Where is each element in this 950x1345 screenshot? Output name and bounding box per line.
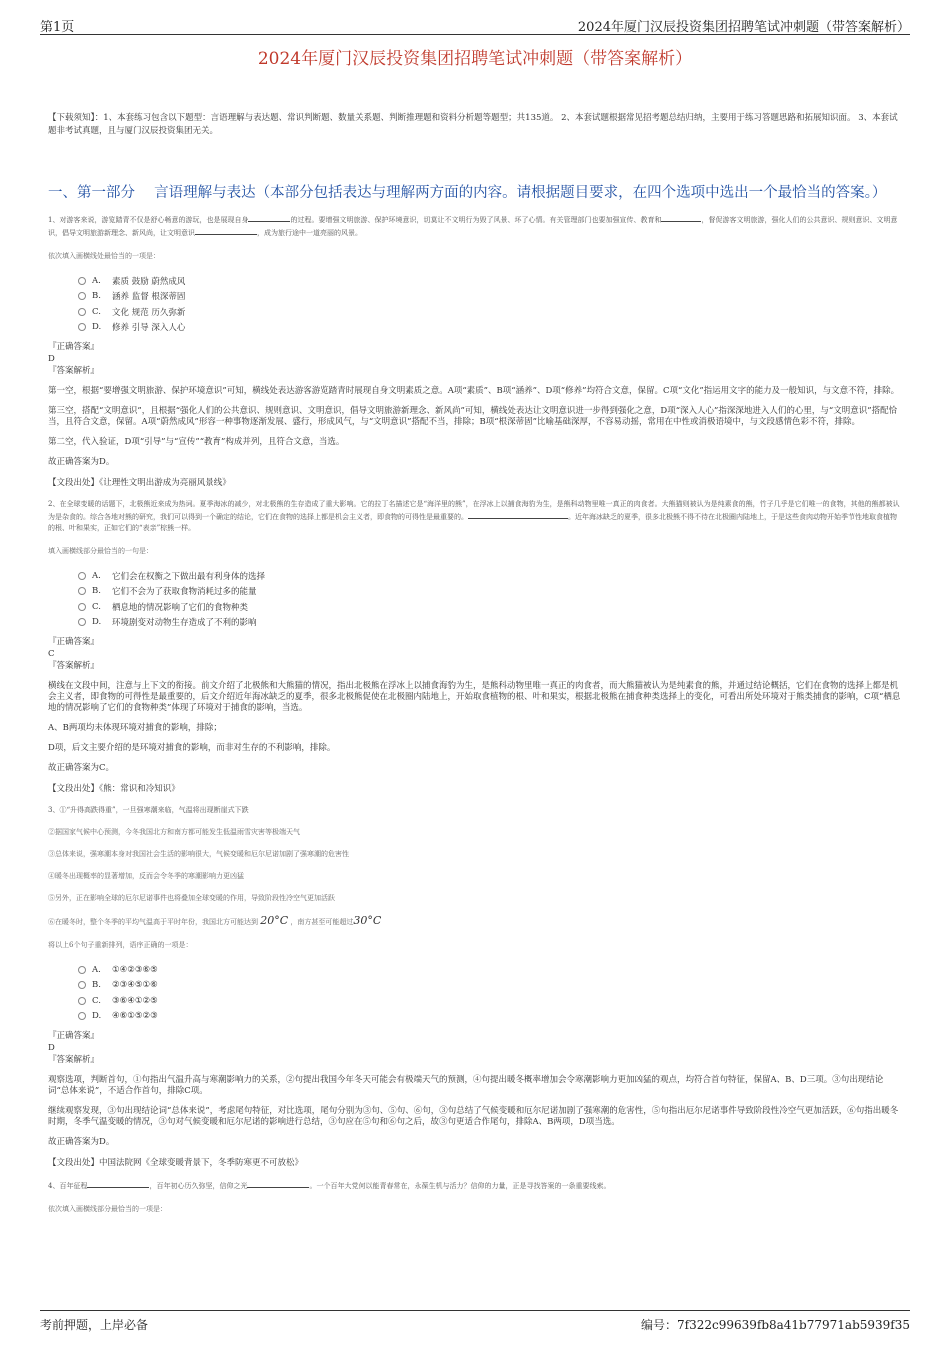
page-title: 2024年厦门汉辰投资集团招聘笔试冲刺题（带答案解析） <box>257 49 693 69</box>
temperature-south: 30°C <box>353 914 382 927</box>
blank <box>248 213 290 222</box>
sentence-item: ⑥在暖冬时，整个冬季的平均气温高于平时年份，我国北方可能达到 20°C ，南方甚至可能超过30°C <box>48 914 382 927</box>
option-d[interactable]: D. 修养 引导 深入人心 <box>78 320 902 336</box>
question-3-stem: 3、①“升得高跌得重”，一旦强寒潮来临，气温将出现断崖式下跌 <box>48 806 249 814</box>
download-note: 【下载须知】：1、本套练习包含以下题型：言语理解与表达题、常识判断题、数量关系题、判断推理题和资料分析题等题型；共135道。 2、本套试题根据常见招考题总结归纳，主要用于练习答题思路和拓展知识面。 3、本套试题非考试真题，且与厦门汉辰投资集团无关。 <box>48 113 898 136</box>
source-citation: 【文段出处】中国法院网《全球变暖背景下，冬季防寒更不可放松》 <box>48 1158 304 1168</box>
radio-icon[interactable] <box>78 572 86 580</box>
blank <box>661 213 701 222</box>
radio-icon[interactable] <box>78 966 86 974</box>
radio-icon[interactable] <box>78 618 86 626</box>
section-title: 一、第一部分 言语理解与表达（本部分包括表达与理解两方面的内容。请根据题目要求，在四个选项中选出一个最恰当的答案。） <box>48 185 887 201</box>
analysis-paragraph: D项，后文主要介绍的是环境对捕食的影响，而非对生存的不利影响，排除。 <box>48 743 336 753</box>
blank <box>468 510 568 519</box>
answer-value: D <box>48 354 55 364</box>
radio-icon[interactable] <box>78 292 86 300</box>
option-b[interactable]: B. 涵养 监督 根深蒂固 <box>78 289 902 305</box>
radio-icon[interactable] <box>78 308 86 316</box>
analysis-paragraph: 第一空，根据“要增强文明旅游、保护环境意识”可知，横线处表达游客游览踏青时展现自身文明素质之意。A项“素质”、B项“涵养”、D项“修养”均符合文意，保留。C项“文化”指运用文字的能力及一般知识，与文意不符，排除。 <box>48 386 900 396</box>
temperature-north: 20°C <box>260 914 289 927</box>
radio-icon[interactable] <box>78 323 86 331</box>
analysis-paragraph: 继续观察发现，③句出现结论词“总体来说”，考虑尾句特征，对比选项，尾句分别为③句、⑤句、⑥句，③句总结了气候变暖和厄尔尼诺加剧了强寒潮的危害性，⑤句指出厄尔尼诺事件导致阶段性冷空气更加活跃，⑥句指出暖冬时期，冬季气温变暖的情况，③句对气候变暖和厄尔尼诺的影响进行总结，③句应在⑤句和⑥句之后，故③句更适合作尾句，排除A、B两项，D项当选。 <box>48 1106 899 1127</box>
option-d[interactable]: D. 环境剧变对动物生存造成了不利的影响 <box>78 615 902 631</box>
question-4-stem: 4、百年征程 ，百年初心历久弥坚，信仰之光 。一个百年大党何以能青春常在，永葆生机与活力？信仰的力量，正是寻找答案的一条重要线索。 <box>48 1179 902 1192</box>
analysis-paragraph: 故正确答案为D。 <box>48 1137 115 1147</box>
option-d[interactable]: D. ④⑥①⑤②③ <box>78 1009 902 1025</box>
question-1-stem: 1、对游客来说，游览踏青不仅是舒心畅意的游玩，也是展现自身 的过程。要增强文明旅游、保护环境意识，切莫让不文明行为毁了风景、坏了心情。有关管理部门也要加强宣传、教育和 ，督促游客文明旅游，强化人们的公共意识、规则意识、文明意识，倡导文明旅游新理念、新风尚，让文明意识 ，成为旅行途中一道亮丽的风景。 <box>48 213 902 239</box>
analysis-paragraph: 第三空，搭配“文明意识”，且根据“强化人们的公共意识、规则意识、文明意识，倡导文明旅游新理念、新风尚”可知，横线处表达让文明意识进一步得到强化之意，D项“深入人心”指深深地进入人们的心里，与“文明意识”搭配恰当，且符合文意，保留。A项“蔚然成风”形容一种事物逐渐发展、盛行，形成风气，与“文明意识”搭配不当，排除；B项“根深蒂固”比喻基础深厚，不容易动摇，常用在中性或消极语境中，与文段感情色彩不符，排除。 <box>48 406 898 427</box>
option-a[interactable]: A. 素质 鼓励 蔚然成风 <box>78 273 902 289</box>
blank <box>195 226 257 235</box>
analysis-paragraph: 横线在文段中间，注意与上下文的衔接。前文介绍了北极熊和大熊猫的情况，指出北极熊在浮冰上以捕食海豹为生，是熊科动物里唯一真正的肉食者，而大熊猫被认为是纯素食的熊，并通过结论概括，它们在食物的选择上都是机会主义者，即食物的可得性是最重要的，后文介绍近年海冰缺乏的夏季，很多北极熊促使在北极圈内陆地上，开始取食植物的根、叶和果实，根据北极熊在捕食种类选择上的变化，可看出所处环境对于熊类捕食的影响，C项“栖息地的情况影响了它们的食物种类”体现了环境对于捕食的影响，当选。 <box>48 681 901 713</box>
page-header <box>40 14 910 35</box>
option-a[interactable]: A. 它们会在权衡之下做出最有利身体的选择 <box>78 568 902 584</box>
footer-slogan: 考前押题，上岸必备 <box>40 1318 149 1332</box>
blank <box>87 1179 149 1188</box>
header-doc-title: 2024年厦门汉辰投资集团招聘笔试冲刺题（带答案解析） <box>577 20 910 35</box>
analysis-label: 『答案解析』 <box>48 661 100 671</box>
answer-label: 『正确答案』 <box>48 637 100 647</box>
question-2-intro: 填入画横线部分最恰当的一句是： <box>48 547 153 555</box>
option-c[interactable]: C. ③⑥④①②⑤ <box>78 993 902 1009</box>
analysis-paragraph: 故正确答案为D。 <box>48 457 115 467</box>
question-4-intro: 依次填入画横线部分最恰当的一项是： <box>48 1205 167 1213</box>
page-number: 第1页 <box>40 20 75 35</box>
source-citation: 【文段出处】《熊：常识和冷知识》 <box>48 784 180 794</box>
option-a[interactable]: A. ①④②③⑥⑤ <box>78 962 902 978</box>
answer-label: 『正确答案』 <box>48 342 100 352</box>
analysis-paragraph: A、B两项均未体现环境对捕食的影响，排除； <box>48 723 222 733</box>
sentence-item: ②据国家气候中心预测，今冬我国北方和南方都可能发生低温雨雪灾害等极端天气 <box>48 828 300 836</box>
page-footer <box>40 1310 910 1333</box>
option-b[interactable]: B. 它们不会为了获取食物消耗过多的能量 <box>78 584 902 600</box>
radio-icon[interactable] <box>78 981 86 989</box>
question-2-stem: 2、在全球变暖的话题下，北极熊近来成为热词。夏季海冰的减少，对北极熊的生存造成了重大影响。它的拉丁名描述它是“海洋里的熊”，在浮冰上以捕食海豹为生，是熊科动物里唯一真正的肉食者。大熊猫则被认为是纯素食的熊，竹子几乎是它们唯一的食物，其他的熊都被认为是杂食的。综合各地对熊的研究，我们可以得到一个确定的结论，它们在食物的选择上都是机会主义者，即食物的可得性是最重要的。 。近年海冰缺乏的夏季，很多北极熊不得不待在北极圈内陆地上，于是这些食肉动物开始季节性地取食植物的根、叶和果实，正如它们的“表亲”棕熊一样。 <box>48 500 900 532</box>
analysis-label: 『答案解析』 <box>48 366 100 376</box>
option-c[interactable]: C. 栖息地的情况影响了它们的食物种类 <box>78 599 902 615</box>
radio-icon[interactable] <box>78 587 86 595</box>
option-b[interactable]: B. ②③④⑤①⑥ <box>78 978 902 994</box>
radio-icon[interactable] <box>78 1012 86 1020</box>
question-2-options <box>78 568 902 630</box>
answer-value: D <box>48 1043 55 1053</box>
analysis-label: 『答案解析』 <box>48 1055 100 1065</box>
option-c[interactable]: C. 文化 规范 历久弥新 <box>78 304 902 320</box>
question-1-intro: 依次填入画横线处最恰当的一项是： <box>48 252 160 260</box>
sentence-item: ⑤另外，正在影响全球的厄尔尼诺事件也将叠加全球变暖的作用，导致阶段性冷空气更加活跃 <box>48 894 335 902</box>
footer-doc-id: 编号：7f322c99639fb8a41b77971ab5939f35 <box>641 1318 910 1332</box>
radio-icon[interactable] <box>78 997 86 1005</box>
answer-label: 『正确答案』 <box>48 1031 100 1041</box>
question-3-options <box>78 962 902 1024</box>
analysis-paragraph: 观察选项，判断首句，①句指出气温升高与寒潮影响力的关系，②句提出我国今年冬天可能会有极端天气的预测，④句提出暖冬概率增加会令寒潮影响力更加凶猛的观点，均符合首句特征，保留A、B、D三项。③句出现结论词“总体来说”，不适合作首句，排除C项。 <box>48 1075 884 1096</box>
radio-icon[interactable] <box>78 277 86 285</box>
document-body <box>48 112 902 1214</box>
source-citation: 【文段出处】《让理性文明出游成为亮丽风景线》 <box>48 478 231 488</box>
answer-value: C <box>48 649 55 659</box>
sentence-item: ④暖冬出现概率的显著增加，反而会令冬季的寒潮影响力更凶猛 <box>48 872 244 880</box>
radio-icon[interactable] <box>78 603 86 611</box>
question-1-options <box>78 273 902 335</box>
sentence-item: ③总体来说，强寒潮本身对我国社会生活的影响很大，气候变暖和厄尔尼诺加剧了强寒潮的危害性 <box>48 850 349 858</box>
analysis-paragraph: 第二空，代入验证，D项“引导”与“宣传”“教育”构成并列，且符合文意，当选。 <box>48 437 345 447</box>
blank <box>247 1179 309 1188</box>
analysis-paragraph: 故正确答案为C。 <box>48 763 115 773</box>
question-3-intro: 将以上6个句子重新排列，语序正确的一项是： <box>48 941 193 949</box>
